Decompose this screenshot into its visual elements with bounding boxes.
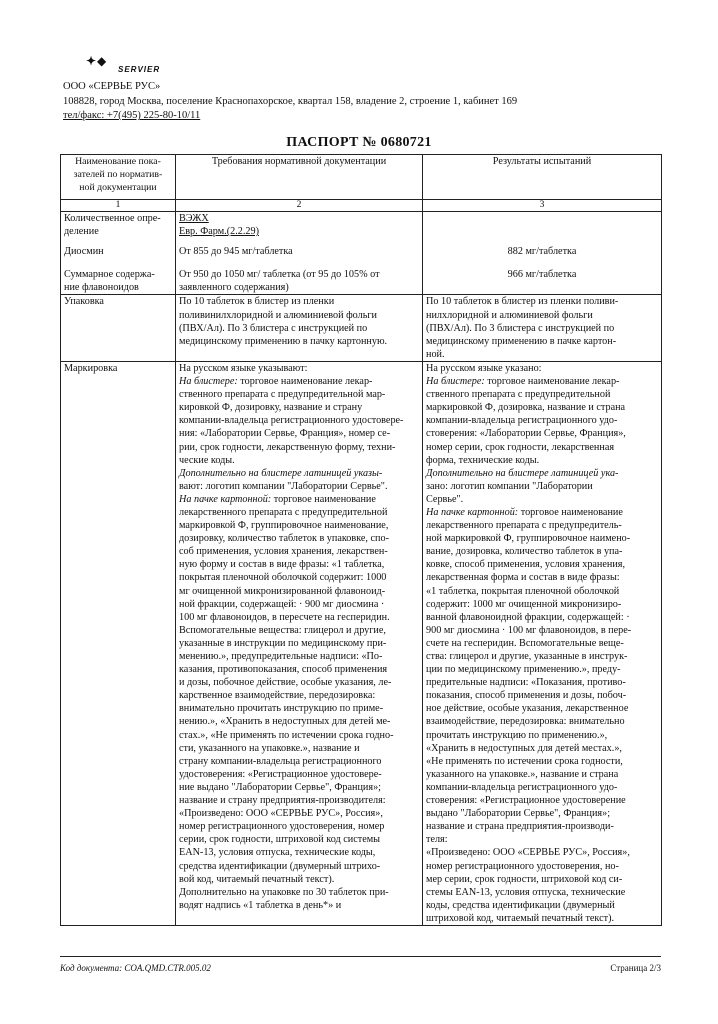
marking-line: компании-владельца регистрационного удо- <box>426 781 618 793</box>
marking-line: Вспомогательные вещества: глицерол и другие, <box>179 624 386 636</box>
marking-line: маркировкой Ф, группировочное наименование, <box>179 520 389 532</box>
marking-line: ной фракции, содержащей: · 900 мг диосмина · <box>179 598 385 610</box>
marking-line: вой код, читаемый печатный текст). <box>179 873 335 885</box>
quality-requirements: ВЭЖХ Евр. Фарм.(2.2.29) От 855 до 945 мг/таблетка От 950 до 1050 мг/ таблетка (от 95 до 105% от заявленного содержания) <box>176 212 423 295</box>
marking-line: ции по медицинскому применению.», преду- <box>426 664 621 676</box>
marking-line: соб применения, условия хранения, лекарствен- <box>179 546 388 558</box>
company-phone: тел/факс: +7(495) 225-80-10/11 <box>63 110 201 122</box>
marking-line: взаимодействие, передозировка: внимательно <box>426 716 625 728</box>
marking-line: менению.», предупредительные надписи: «По- <box>179 651 383 662</box>
marking-line: рии, срок годности, лекарственную форму, техни- <box>179 441 396 453</box>
marking-line: стоверения: «Лаборатории Сервье, Франция», <box>426 428 626 440</box>
marking-requirements <box>176 361 423 925</box>
marking-line: На пачке картонной: торговое наименование <box>426 506 623 518</box>
packaging-label: Упаковка <box>61 295 176 361</box>
marking-line: страну компании-владельца регистрационного <box>179 755 382 767</box>
quality-indicator-names: Количественное опре- деление Диосмин Суммарное содержа- ние флавоноидов <box>61 212 176 295</box>
marking-line: средства идентификации (двумерный штрихо- <box>179 860 381 872</box>
marking-line: стоверения: «Регистрационное удостоверение <box>426 795 626 807</box>
marking-line: форма, технические коды. <box>426 454 540 466</box>
marking-line: предительные надписи: «Показания, противо- <box>426 677 626 689</box>
marking-line: ственного препарата с предупредительной <box>426 389 611 401</box>
marking-line: «1 таблетка, покрытая пленочной оболочкой <box>426 585 620 597</box>
marking-line: ную форму и состав в виде фразы: «1 таблетка, <box>179 559 385 571</box>
marking-line: название и страну предприятия-производителя: <box>179 795 386 807</box>
marking-line: «Произведено: ООО «СЕРВЬЕ РУС», Россия», <box>426 847 630 859</box>
page-footer <box>60 956 661 973</box>
marking-line: прочитать инструкцию по применению.», <box>426 729 608 741</box>
column-number: 2 <box>176 200 423 212</box>
pharm-reference: Евр. Фарм.(2.2.29) <box>179 226 259 238</box>
header-results: Результаты испытаний <box>423 155 662 200</box>
table-row-packaging <box>61 295 662 361</box>
servier-logo <box>86 52 206 78</box>
marking-line: номер серии, срок годности, лекарственная <box>426 441 615 453</box>
marking-line: кировкой Ф, дозировку, название и страну <box>179 402 363 414</box>
marking-line: содержит: 1000 мг очищенной микронизиро- <box>426 598 622 610</box>
marking-line: покрытая пленочной оболочкой содержит: 1000 <box>179 572 387 584</box>
marking-line: «Хранить в недоступных для детей местах.», <box>426 742 622 754</box>
marking-line: На блистере: торговое наименование лекар- <box>179 376 373 388</box>
marking-line: стах.», «Не применять по истечении срока годно- <box>179 729 394 741</box>
servier-logo-mark: ✦ ◆ <box>86 54 106 68</box>
marking-line: казания, противопоказания, способ применения <box>179 664 388 676</box>
table-row-marking <box>61 361 662 925</box>
marking-line: ное действие, особые указания, лекарственное <box>426 703 629 715</box>
marking-line: счете на гесперидин. Вспомогательные веще- <box>426 637 624 649</box>
packaging-requirements: По 10 таблеток в блистер из пленки поливинилхлоридной и алюминиевой фольги (ПВХ/Ал). По 3 блистера с инструкцией по медицинскому применению в пачку картонную. <box>176 295 423 361</box>
table-row-quality <box>61 212 662 295</box>
table-number-row <box>61 200 662 212</box>
marking-line: ванной флавоноидной фракции, содержащей: · <box>426 611 630 623</box>
servier-logo-word: SERVIER <box>118 65 161 74</box>
column-number: 3 <box>423 200 662 212</box>
marking-line: «Не применять по истечении срока годности, <box>426 755 623 767</box>
marking-line: Дополнительно на блистере латиницей ука- <box>426 467 619 479</box>
marking-line: номер регистрационного удостоверения, но- <box>426 860 619 872</box>
quality-results <box>423 212 662 295</box>
marking-line: зано: логотип компании "Лаборатории <box>426 480 593 492</box>
column-number: 1 <box>61 200 176 212</box>
marking-line: На блистере: торговое наименование лекар- <box>426 376 620 388</box>
company-address: 108828, город Москва, поселение Краснопахорское, квартал 158, владение 2, строение 1, кабинет 169 <box>63 95 518 107</box>
table-header-row <box>61 155 662 200</box>
marking-line: дозировку, количество таблеток в упаковке, спо- <box>179 533 389 545</box>
packaging-results: По 10 таблеток в блистер из пленки поливи- нилхлоридной и алюминиевой фольги (ПВХ/Ал). По 3 блистера с инструкцией по медицинскому применению в пачке картон- ной. <box>423 295 662 361</box>
marking-line: 100 мг флавоноидов, в пересчете на гесперидин. <box>179 611 390 623</box>
marking-line: лекарственного препарата с предупредитель- <box>426 520 622 532</box>
marking-line: внимательно прочитать инструкцию по приме- <box>179 703 384 715</box>
marking-line: ковке, способ применения, условия хранения, <box>426 559 626 571</box>
marking-line: серии, срок годности, штриховой код системы <box>179 834 381 846</box>
marking-line: карственное взаимодействие, передозировка: <box>179 690 376 702</box>
marking-line: лекарственная форма и состав в виде фразы: <box>426 572 620 584</box>
marking-line: водят надпись «1 таблетка в день*» и <box>179 899 342 911</box>
marking-line: 900 мг диосмина · 100 мг флавоноидов, в пере- <box>426 624 632 636</box>
document-code: Код документа: COA.QMD.CTR.005.02 <box>60 963 211 973</box>
marking-line: штриховой код, читаемый печатный текст). <box>426 912 615 924</box>
marking-line: ния: «Лаборатории Сервье, Франция», номер се- <box>179 428 391 440</box>
marking-line: ственного препарата с предупредительной мар- <box>179 389 386 401</box>
marking-line: ческие коды. <box>179 454 235 466</box>
marking-line: указанного на упаковке.», название и страна <box>426 768 619 780</box>
marking-line: мер серии, срок годности, штриховой код си- <box>426 873 623 885</box>
marking-line: компании-владельца регистрационного удостовере- <box>179 415 404 427</box>
marking-line: и дозы, побочное действие, особые указания, ле- <box>179 677 392 689</box>
marking-line: лекарственного препарата с предупредительной <box>179 506 388 518</box>
marking-line: вание, дозировка, количество таблеток в упа- <box>426 546 623 558</box>
marking-line: ства: глицерол и другие, указанные в инструк- <box>426 651 628 662</box>
marking-line: компании-владельца регистрационного удо- <box>426 415 618 427</box>
marking-line: маркировкой Ф, дозировка, название и страна <box>426 402 626 414</box>
passport-title: ПАСПОРТ № 0680721 <box>286 135 432 150</box>
marking-line: На русском языке указано: <box>426 362 542 374</box>
marking-line: вают: логотип компании "Лаборатории Сервье". <box>179 480 388 492</box>
company-header <box>63 80 663 124</box>
marking-line: коды, средства идентификации (двумерный <box>426 899 615 911</box>
marking-line: теля: <box>426 834 448 846</box>
marking-line: показания, способ применения и дозы, побоч- <box>426 690 627 702</box>
marking-line: Сервье". <box>426 493 464 505</box>
marking-results <box>423 361 662 925</box>
marking-line: удостоверения: «Регистрационное удостовере- <box>179 768 382 780</box>
marking-line: «Произведено: ООО «СЕРВЬЕ РУС», Россия», <box>179 808 383 820</box>
marking-line: выдано "Лаборатории Сервье", Франция»; <box>426 808 611 820</box>
marking-line: номер регистрационного удостоверения, номер <box>179 821 385 833</box>
marking-line: нению.», «Хранить в недоступных для детей ме- <box>179 716 391 728</box>
marking-line: ние выдано "Лаборатории Сервье", Франция»; <box>179 781 381 793</box>
marking-line: название и страна предприятия-производи- <box>426 821 614 833</box>
marking-line: Дополнительно на упаковке по 30 таблеток при- <box>179 886 389 898</box>
diosmin-result: 882 мг/таблетка <box>507 246 577 257</box>
marking-line: сти, указанного на упаковке.», название и <box>179 742 360 754</box>
marking-line: Дополнительно на блистере латиницей указы- <box>179 467 383 479</box>
passport-table <box>60 154 662 926</box>
marking-line: ной маркировкой Ф, группировочное наимено- <box>426 533 631 545</box>
marking-line: На пачке картонной: торговое наименование <box>179 493 376 505</box>
method-label: ВЭЖХ <box>179 213 209 224</box>
marking-line: стемы EAN-13, условия отпуска, технические <box>426 886 626 898</box>
header-indicator: Наименование пока- зателей по норматив- ной документации <box>61 155 176 200</box>
marking-label: Маркировка <box>61 361 176 925</box>
marking-line: мг очищенной микронизированной флавоноид- <box>179 585 386 597</box>
company-name: ООО «СЕРВЬЕ РУС» <box>63 81 161 92</box>
marking-line: EAN-13, условия отпуска, технические коды, <box>179 847 376 859</box>
page-number: Страница 2/3 <box>610 963 661 973</box>
flavonoids-result: 966 мг/таблетка <box>507 269 577 281</box>
header-requirements: Требования нормативной документации <box>176 155 423 200</box>
marking-line: указанные в инструкции по медицинскому при- <box>179 637 387 649</box>
marking-line: На русском языке указывают: <box>179 362 308 374</box>
